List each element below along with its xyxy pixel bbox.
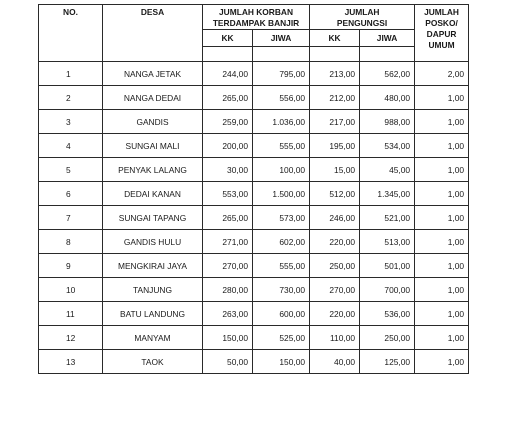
table-row	[39, 110, 469, 134]
row-number: 2	[39, 86, 103, 110]
kk-pengungsi-cell: 213,00	[310, 62, 360, 86]
table-row	[39, 134, 469, 158]
table-row	[39, 62, 469, 86]
table-row	[39, 278, 469, 302]
village-name: PENYAK LALANG	[103, 158, 203, 182]
table-row	[39, 302, 469, 326]
kk-korban-cell: 265,00	[203, 86, 253, 110]
posko-cell: 1,00	[415, 158, 469, 182]
kk-pengungsi-cell: 246,00	[310, 206, 360, 230]
jiwa-pengungsi-cell: 562,00	[360, 62, 415, 86]
row-number: 9	[39, 254, 103, 278]
row-number: 12	[39, 326, 103, 350]
kk-korban-cell: 271,00	[203, 230, 253, 254]
village-name: MANYAM	[103, 326, 203, 350]
table-row	[39, 326, 469, 350]
kk-pengungsi-cell: 250,00	[310, 254, 360, 278]
jiwa-pengungsi-cell: 513,00	[360, 230, 415, 254]
header-jiwa-pengungsi: JIWA	[360, 30, 415, 47]
row-number: 1	[39, 62, 103, 86]
village-name: GANDIS HULU	[103, 230, 203, 254]
row-number: 4	[39, 134, 103, 158]
flood-victims-table-sheet	[38, 4, 468, 420]
posko-cell: 2,00	[415, 62, 469, 86]
jiwa-pengungsi-cell: 45,00	[360, 158, 415, 182]
row-number: 10	[39, 278, 103, 302]
spacer-cell	[203, 47, 253, 62]
header-kk-pengungsi: KK	[310, 30, 360, 47]
table-row	[39, 86, 469, 110]
header-jiwa-korban: JIWA	[253, 30, 310, 47]
kk-korban-cell: 150,00	[203, 326, 253, 350]
kk-korban-cell: 270,00	[203, 254, 253, 278]
row-number: 11	[39, 302, 103, 326]
jiwa-pengungsi-cell: 480,00	[360, 86, 415, 110]
spacer-cell	[253, 47, 310, 62]
jiwa-korban-cell: 600,00	[253, 302, 310, 326]
kk-pengungsi-cell: 110,00	[310, 326, 360, 350]
posko-cell: 1,00	[415, 302, 469, 326]
header-korban: JUMLAH KORBAN TERDAMPAK BANJIR	[203, 5, 310, 30]
posko-cell: 1,00	[415, 326, 469, 350]
jiwa-korban-cell: 556,00	[253, 86, 310, 110]
row-number: 6	[39, 182, 103, 206]
posko-cell: 1,00	[415, 206, 469, 230]
village-name: SUNGAI TAPANG	[103, 206, 203, 230]
jiwa-pengungsi-cell: 125,00	[360, 350, 415, 374]
row-number: 5	[39, 158, 103, 182]
row-number: 3	[39, 110, 103, 134]
village-name: TANJUNG	[103, 278, 203, 302]
header-pengungsi: JUMLAH PENGUNGSI	[310, 5, 415, 30]
posko-cell: 1,00	[415, 254, 469, 278]
kk-korban-cell: 50,00	[203, 350, 253, 374]
jiwa-korban-cell: 1.500,00	[253, 182, 310, 206]
kk-pengungsi-cell: 195,00	[310, 134, 360, 158]
jiwa-pengungsi-cell: 521,00	[360, 206, 415, 230]
header-desa: DESA	[103, 5, 203, 62]
header-posko: JUMLAH POSKO/ DAPUR UMUM	[415, 5, 469, 62]
row-number: 8	[39, 230, 103, 254]
kk-pengungsi-cell: 220,00	[310, 302, 360, 326]
jiwa-korban-cell: 555,00	[253, 134, 310, 158]
kk-pengungsi-cell: 15,00	[310, 158, 360, 182]
village-name: BATU LANDUNG	[103, 302, 203, 326]
posko-cell: 1,00	[415, 278, 469, 302]
jiwa-pengungsi-cell: 536,00	[360, 302, 415, 326]
table-row	[39, 158, 469, 182]
kk-korban-cell: 244,00	[203, 62, 253, 86]
spacer-cell	[310, 47, 360, 62]
jiwa-pengungsi-cell: 250,00	[360, 326, 415, 350]
jiwa-korban-cell: 555,00	[253, 254, 310, 278]
kk-pengungsi-cell: 40,00	[310, 350, 360, 374]
spacer-cell	[360, 47, 415, 62]
village-name: SUNGAI MALI	[103, 134, 203, 158]
kk-pengungsi-cell: 212,00	[310, 86, 360, 110]
posko-cell: 1,00	[415, 134, 469, 158]
table-row	[39, 254, 469, 278]
kk-pengungsi-cell: 220,00	[310, 230, 360, 254]
kk-pengungsi-cell: 217,00	[310, 110, 360, 134]
jiwa-pengungsi-cell: 534,00	[360, 134, 415, 158]
table-row	[39, 182, 469, 206]
header-no: NO.	[39, 5, 103, 62]
jiwa-korban-cell: 1.036,00	[253, 110, 310, 134]
kk-pengungsi-cell: 270,00	[310, 278, 360, 302]
jiwa-pengungsi-cell: 700,00	[360, 278, 415, 302]
kk-korban-cell: 259,00	[203, 110, 253, 134]
table-row	[39, 230, 469, 254]
flood-victims-table	[38, 4, 469, 374]
posko-cell: 1,00	[415, 230, 469, 254]
posko-cell: 1,00	[415, 86, 469, 110]
table-row	[39, 350, 469, 374]
jiwa-korban-cell: 100,00	[253, 158, 310, 182]
village-name: NANGA JETAK	[103, 62, 203, 86]
row-number: 7	[39, 206, 103, 230]
kk-korban-cell: 265,00	[203, 206, 253, 230]
kk-korban-cell: 200,00	[203, 134, 253, 158]
jiwa-korban-cell: 573,00	[253, 206, 310, 230]
kk-korban-cell: 263,00	[203, 302, 253, 326]
table-row	[39, 206, 469, 230]
row-number: 13	[39, 350, 103, 374]
jiwa-korban-cell: 602,00	[253, 230, 310, 254]
village-name: TAOK	[103, 350, 203, 374]
jiwa-korban-cell: 795,00	[253, 62, 310, 86]
kk-pengungsi-cell: 512,00	[310, 182, 360, 206]
village-name: NANGA DEDAI	[103, 86, 203, 110]
header-row-top	[39, 5, 469, 30]
table-body	[39, 62, 469, 374]
header-kk-korban: KK	[203, 30, 253, 47]
jiwa-korban-cell: 730,00	[253, 278, 310, 302]
village-name: DEDAI KANAN	[103, 182, 203, 206]
posko-cell: 1,00	[415, 350, 469, 374]
posko-cell: 1,00	[415, 182, 469, 206]
village-name: GANDIS	[103, 110, 203, 134]
kk-korban-cell: 553,00	[203, 182, 253, 206]
jiwa-pengungsi-cell: 1.345,00	[360, 182, 415, 206]
jiwa-pengungsi-cell: 988,00	[360, 110, 415, 134]
jiwa-korban-cell: 150,00	[253, 350, 310, 374]
village-name: MENGKIRAI JAYA	[103, 254, 203, 278]
table-header	[39, 5, 469, 62]
kk-korban-cell: 30,00	[203, 158, 253, 182]
jiwa-korban-cell: 525,00	[253, 326, 310, 350]
jiwa-pengungsi-cell: 501,00	[360, 254, 415, 278]
posko-cell: 1,00	[415, 110, 469, 134]
kk-korban-cell: 280,00	[203, 278, 253, 302]
